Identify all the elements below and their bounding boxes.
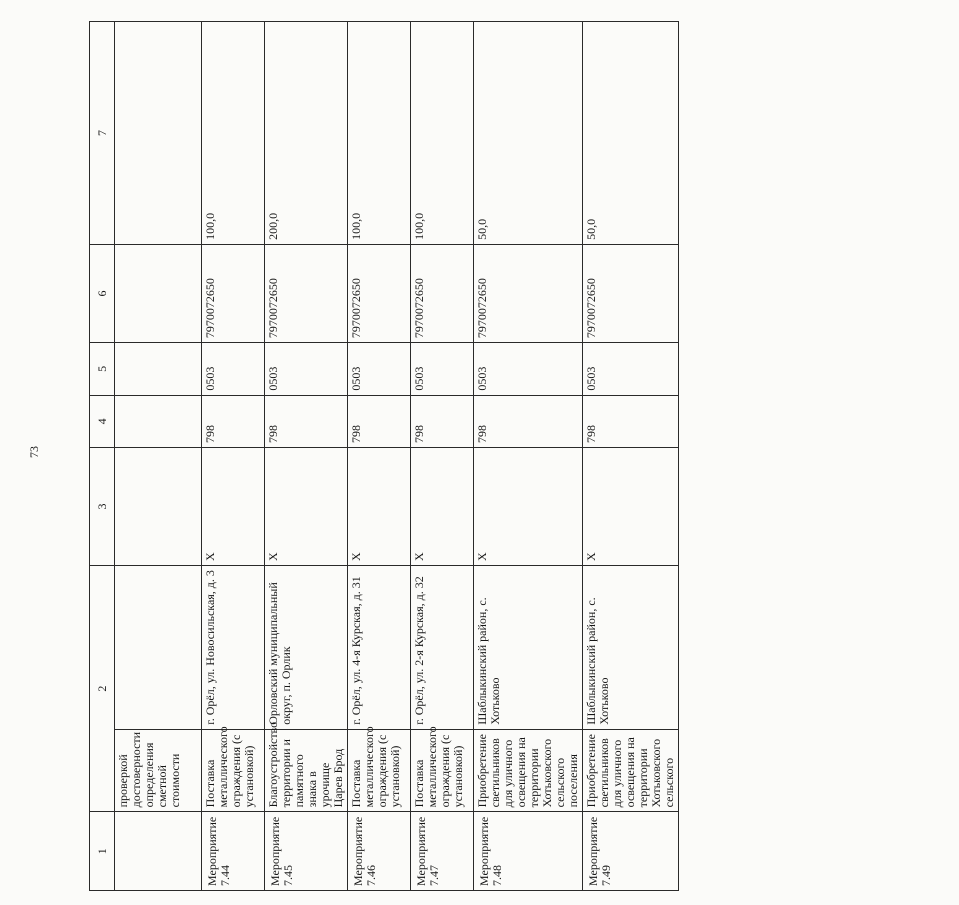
cont-cell-c3: [115, 448, 202, 566]
event-location: г. Орёл, ул. 4-я Курская, д. 31: [348, 565, 411, 729]
col6-value: 7970072650: [411, 244, 474, 342]
event-name: Благоустройство территории и памятного знака в урочище Царев Брод: [265, 729, 348, 812]
col6-value: 7970072650: [583, 244, 679, 342]
cont-cell-name: проверкой достоверности определения сметной стоимости: [115, 729, 202, 812]
col6-value: 7970072650: [474, 244, 583, 342]
budget-table: [89, 21, 679, 891]
event-id: Мероприятие 7.49: [583, 812, 679, 891]
col3-value: Х: [348, 448, 411, 566]
budget-table-wrapper: [89, 21, 959, 886]
event-name: Приобретение светильников для уличного освещения на территории Хотьковского сельского поселения: [474, 729, 583, 812]
event-location: Орловский муниципальный округ, п. Орлик: [265, 565, 348, 729]
event-id: Мероприятие 7.45: [265, 812, 348, 891]
event-location: Шаблыкинский район, с. Хотьково: [474, 565, 583, 729]
col4-value: 798: [474, 395, 583, 447]
table-row: [583, 22, 679, 891]
col5-value: 0503: [265, 343, 348, 395]
cont-cell-location: [115, 565, 202, 729]
header-row: [90, 22, 115, 891]
col4-value: 798: [411, 395, 474, 447]
header-col-3: 3: [90, 448, 115, 566]
header-col-1: 1: [90, 812, 115, 891]
col5-value: 0503: [202, 343, 265, 395]
table-row: [202, 22, 265, 891]
col3-value: Х: [411, 448, 474, 566]
header-col-2: 2: [90, 565, 115, 811]
event-location: г. Орёл, ул. 2-я Курская, д. 32: [411, 565, 474, 729]
col7-value: 50,0: [583, 22, 679, 245]
header-col-7: 7: [90, 22, 115, 245]
header-col-5: 5: [90, 343, 115, 395]
event-name: Поставка металлического ограждения (с установкой): [202, 729, 265, 812]
event-id: Мероприятие 7.44: [202, 812, 265, 891]
col5-value: 0503: [348, 343, 411, 395]
cont-cell-c7: [115, 22, 202, 245]
col6-value: 7970072650: [265, 244, 348, 342]
col7-value: 100,0: [348, 22, 411, 245]
event-name: Поставка металлического ограждения (с установкой): [348, 729, 411, 812]
col4-value: 798: [265, 395, 348, 447]
table-row: [265, 22, 348, 891]
col5-value: 0503: [583, 343, 679, 395]
event-id: Мероприятие 7.48: [474, 812, 583, 891]
page-number: 73: [27, 446, 41, 458]
event-name: Поставка металлического ограждения (с установкой): [411, 729, 474, 812]
event-id: Мероприятие 7.46: [348, 812, 411, 891]
event-id: Мероприятие 7.47: [411, 812, 474, 891]
col5-value: 0503: [411, 343, 474, 395]
table-row: [411, 22, 474, 891]
col7-value: 100,0: [202, 22, 265, 245]
table-row: [474, 22, 583, 891]
event-name: Приобретение светильников для уличного освещения на территории Хотьковского сельского: [583, 729, 679, 812]
col5-value: 0503: [474, 343, 583, 395]
col3-value: Х: [265, 448, 348, 566]
col7-value: 100,0: [411, 22, 474, 245]
col4-value: 798: [583, 395, 679, 447]
col6-value: 7970072650: [202, 244, 265, 342]
col7-value: 200,0: [265, 22, 348, 245]
col7-value: 50,0: [474, 22, 583, 245]
col3-value: Х: [583, 448, 679, 566]
col4-value: 798: [202, 395, 265, 447]
cont-cell-c6: [115, 244, 202, 342]
col6-value: 7970072650: [348, 244, 411, 342]
event-location: Шаблыкинский район, с. Хотьково: [583, 565, 679, 729]
col3-value: Х: [474, 448, 583, 566]
cont-cell-event: [115, 812, 202, 891]
continuation-row: [115, 22, 202, 891]
col3-value: Х: [202, 448, 265, 566]
header-col-6: 6: [90, 244, 115, 342]
cont-cell-c4: [115, 395, 202, 447]
col4-value: 798: [348, 395, 411, 447]
table-row: [348, 22, 411, 891]
event-location: г. Орёл, ул. Новосильская, д. 3: [202, 565, 265, 729]
cont-cell-c5: [115, 343, 202, 395]
header-col-4: 4: [90, 395, 115, 447]
